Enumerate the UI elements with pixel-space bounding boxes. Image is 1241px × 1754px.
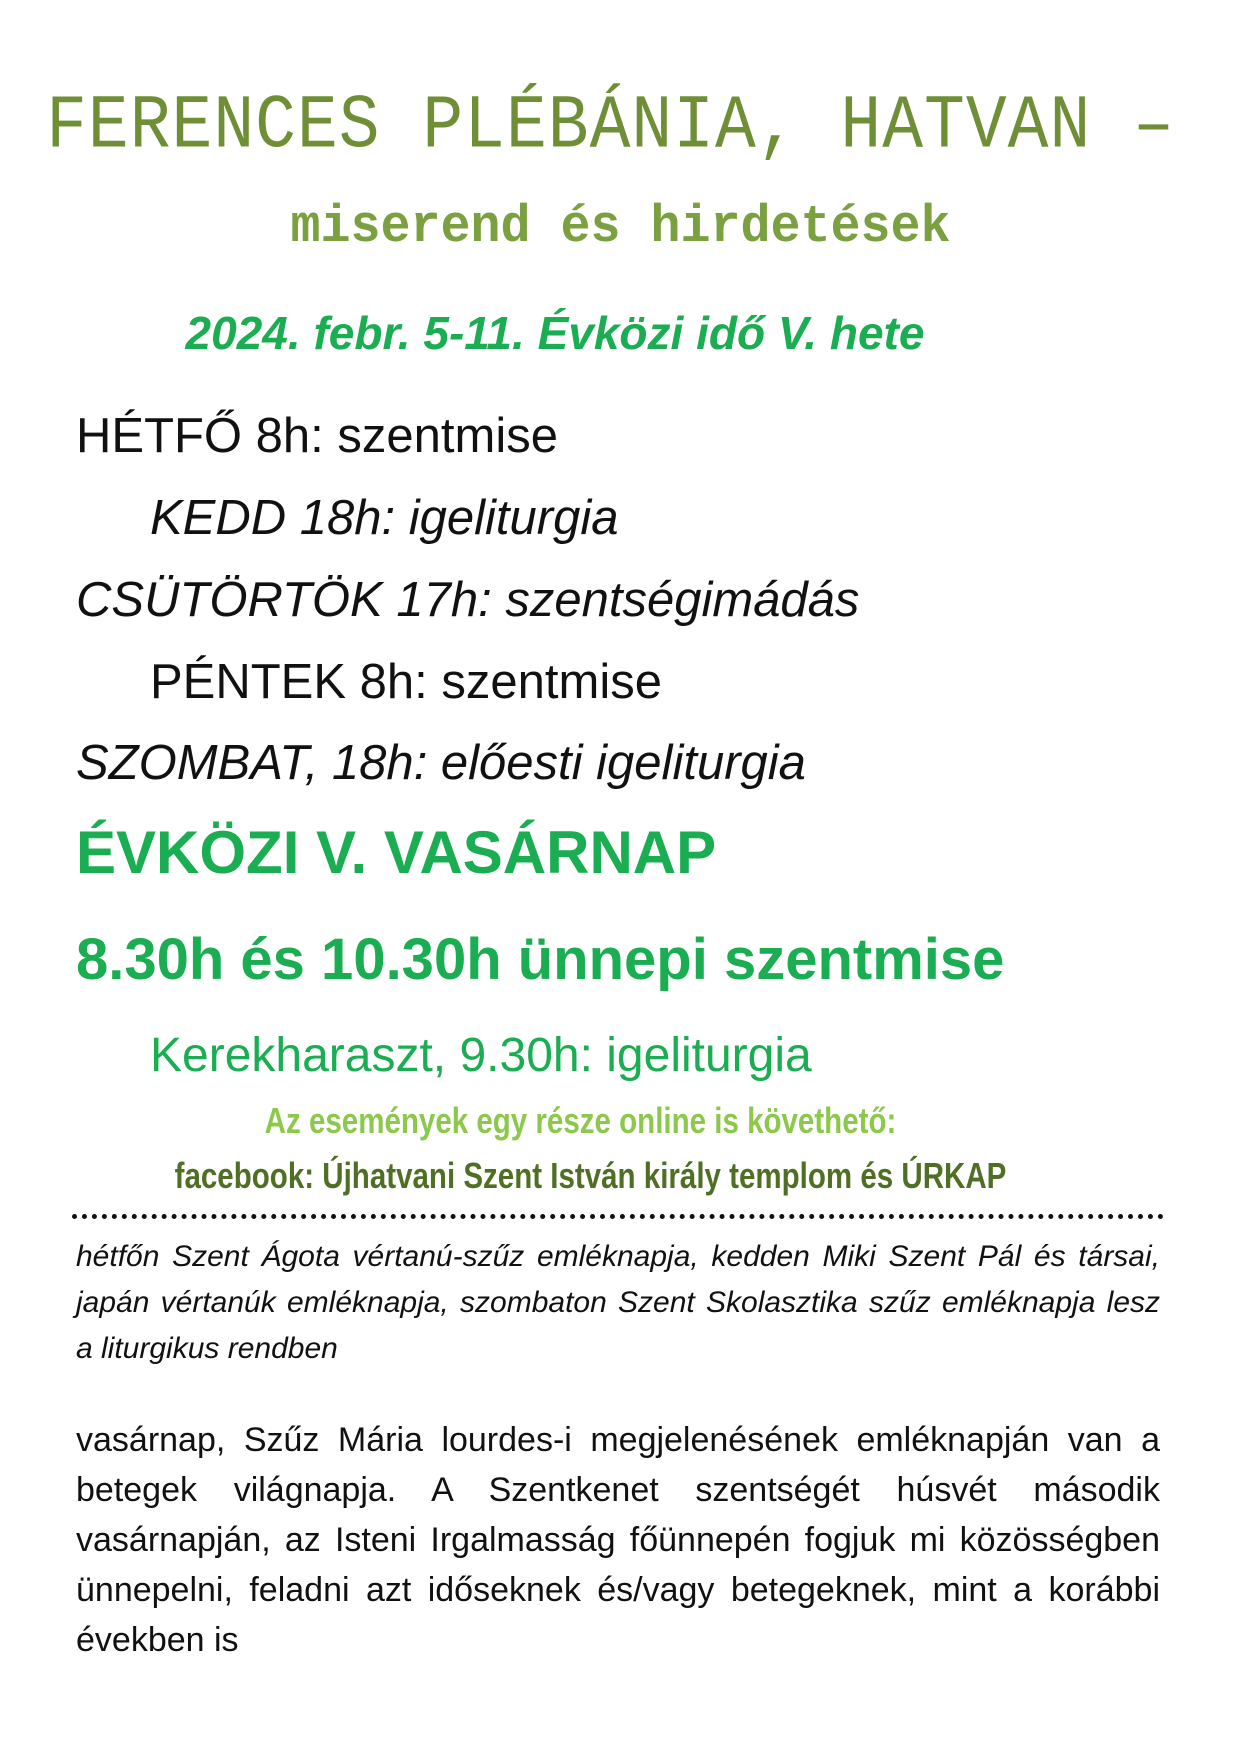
kerekharaszt-liturgy: Kerekharaszt, 9.30h: igeliturgia xyxy=(150,1029,812,1082)
dotted-divider xyxy=(72,1214,1164,1219)
facebook-info: facebook: Újhatvani Szent István király templom és ÚRKAP xyxy=(174,1155,1007,1196)
parish-title: FERENCES PLÉBÁNIA, HATVAN – xyxy=(46,84,1175,171)
schedule-friday: PÉNTEK 8h: szentmise xyxy=(150,655,662,709)
parish-subtitle: miserend és hirdetések xyxy=(290,198,951,258)
schedule-monday: HÉTFŐ 8h: szentmise xyxy=(76,409,558,463)
sunday-heading: ÉVKÖZI V. VASÁRNAP xyxy=(76,819,717,886)
schedule-thursday: CSÜTÖRTÖK 17h: szentségimádás xyxy=(76,573,860,627)
week-heading: 2024. febr. 5-11. Évközi idő V. hete xyxy=(185,307,925,359)
schedule-tuesday: KEDD 18h: igeliturgia xyxy=(150,491,619,545)
sick-day-note: vasárnap, Szűz Mária lourdes-i megjelenésének emléknapján van a betegek világnapja. A Szentkenet szentségét húsvét második vasárnapján, az Isteni Irgalmasság főünnepén fogjuk mi közösségben ünnepelni, feladni azt időseknek és/vagy betegeknek, mint a korábbi években is xyxy=(76,1421,1160,1659)
feast-days-note: hétfőn Szent Ágota vértanú-szűz emléknapja, kedden Miki Szent Pál és társai, japán vértanúk emléknapja, szombaton Szent Skolasztika szűz emléknapja lesz a liturgikus rendben xyxy=(76,1240,1160,1365)
sunday-masses: 8.30h és 10.30h ünnepi szentmise xyxy=(76,927,1005,992)
online-info: Az események egy része online is követhető: xyxy=(264,1100,897,1141)
schedule-saturday: SZOMBAT, 18h: előesti igeliturgia xyxy=(76,736,806,790)
